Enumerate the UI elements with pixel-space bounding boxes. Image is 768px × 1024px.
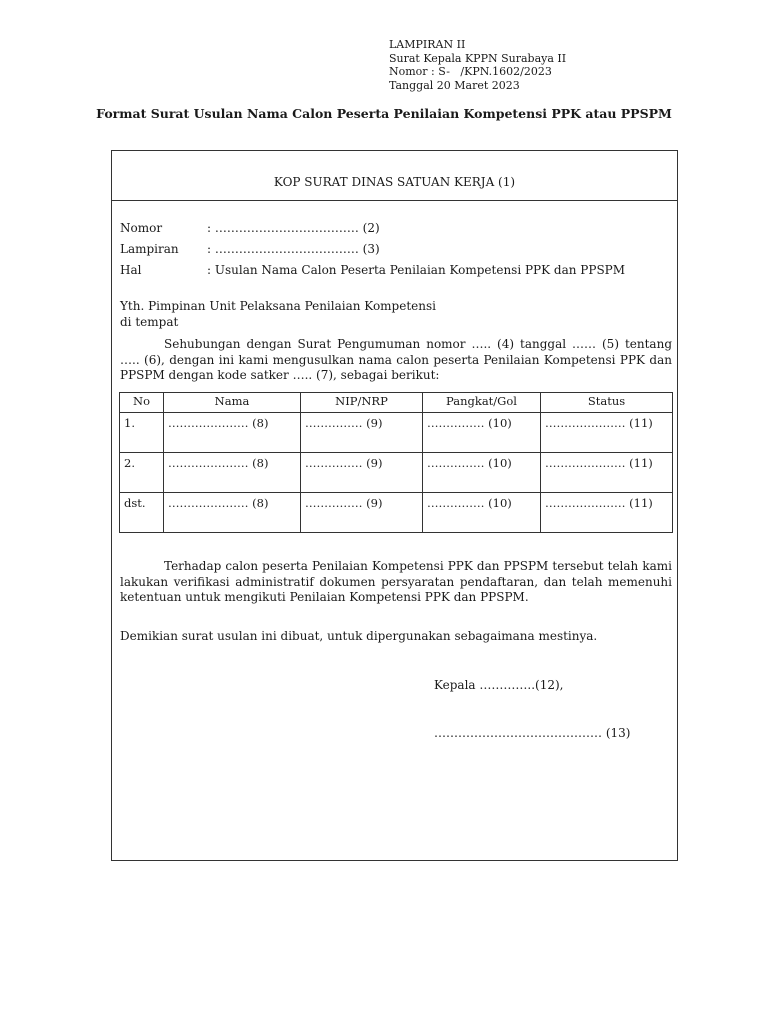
table-cell: ………………… (8) xyxy=(164,413,301,453)
table-row xyxy=(120,413,673,453)
table-cell: …………… (10) xyxy=(423,493,541,533)
table-cell: ………………… (11) xyxy=(541,493,673,533)
field-value: : ……………………………… (2) xyxy=(207,221,380,235)
paragraph-opening: Sehubungan dengan Surat Pengumuman nomor ….. (4) tanggal …… (5) tentang ….. (6), dengan ini kami mengusulkan nama calon peserta Penilaian Kompetensi PPK dan PPSPM dengan kode satker ….. (7), sebagai berikut: xyxy=(120,337,672,382)
lampiran-block xyxy=(389,38,566,92)
letterhead: KOP SURAT DINAS SATUAN KERJA (1) xyxy=(112,151,677,201)
signature-name: …………………………………… (13) xyxy=(434,726,631,740)
lampiran-line: Surat Kepala KPPN Surabaya II xyxy=(389,51,567,65)
table-cell: …………… (10) xyxy=(423,453,541,493)
addressee xyxy=(120,299,672,330)
table-cell: 2. xyxy=(120,453,164,493)
field-hal xyxy=(120,263,625,278)
column-header: Status xyxy=(541,393,673,413)
paragraph-closing: Demikian surat usulan ini dibuat, untuk dipergunakan sebagaimana mestinya. xyxy=(120,629,598,643)
table-cell: …………… (9) xyxy=(301,413,423,453)
column-header: Nama xyxy=(164,393,301,413)
addressee-line: di tempat xyxy=(120,314,179,329)
table-header-row xyxy=(120,393,673,413)
table-cell: dst. xyxy=(120,493,164,533)
table-row xyxy=(120,493,673,533)
letter-frame xyxy=(111,150,678,861)
table-cell: …………… (10) xyxy=(423,413,541,453)
field-value: : Usulan Nama Calon Peserta Penilaian Kompetensi PPK dan PPSPM xyxy=(207,263,626,277)
field-lampiran xyxy=(120,242,380,257)
field-label: Nomor xyxy=(120,221,163,235)
table-cell: ………………… (11) xyxy=(541,453,673,493)
table-cell: ………………… (8) xyxy=(164,453,301,493)
table-row xyxy=(120,453,673,493)
paragraph-verification: Terhadap calon peserta Penilaian Kompetensi PPK dan PPSPM tersebut telah kami lakukan verifikasi administratif dokumen persyaratan pendaftaran, dan telah memenuhi ketentuan untuk mengikuti Penilaian Kompetensi PPK dan PPSPM. xyxy=(120,559,672,604)
table-cell: ………………… (8) xyxy=(164,493,301,533)
column-header: Pangkat/Gol xyxy=(423,393,541,413)
signature-title: Kepala …………..(12), xyxy=(434,678,564,692)
table-cell: …………… (9) xyxy=(301,493,423,533)
field-label: Hal xyxy=(120,263,142,277)
lampiran-line: Tanggal 20 Maret 2023 xyxy=(389,78,520,92)
lampiran-line: Nomor : S- /KPN.1602/2023 xyxy=(389,65,552,79)
addressee-line: Yth. Pimpinan Unit Pelaksana Penilaian Kompetensi xyxy=(120,299,436,313)
field-nomor xyxy=(120,221,380,236)
field-value: : ……………………………… (3) xyxy=(207,242,380,256)
candidate-table xyxy=(119,392,673,533)
table-cell: ………………… (11) xyxy=(541,413,673,453)
field-label: Lampiran xyxy=(120,242,179,256)
column-header: No xyxy=(120,393,164,413)
column-header: NIP/NRP xyxy=(301,393,423,413)
lampiran-line: LAMPIRAN II xyxy=(389,38,466,51)
table-cell: 1. xyxy=(120,413,164,453)
table-cell: …………… (9) xyxy=(301,453,423,493)
document-title: Format Surat Usulan Nama Calon Peserta Penilaian Kompetensi PPK atau PPSPM xyxy=(96,106,672,121)
